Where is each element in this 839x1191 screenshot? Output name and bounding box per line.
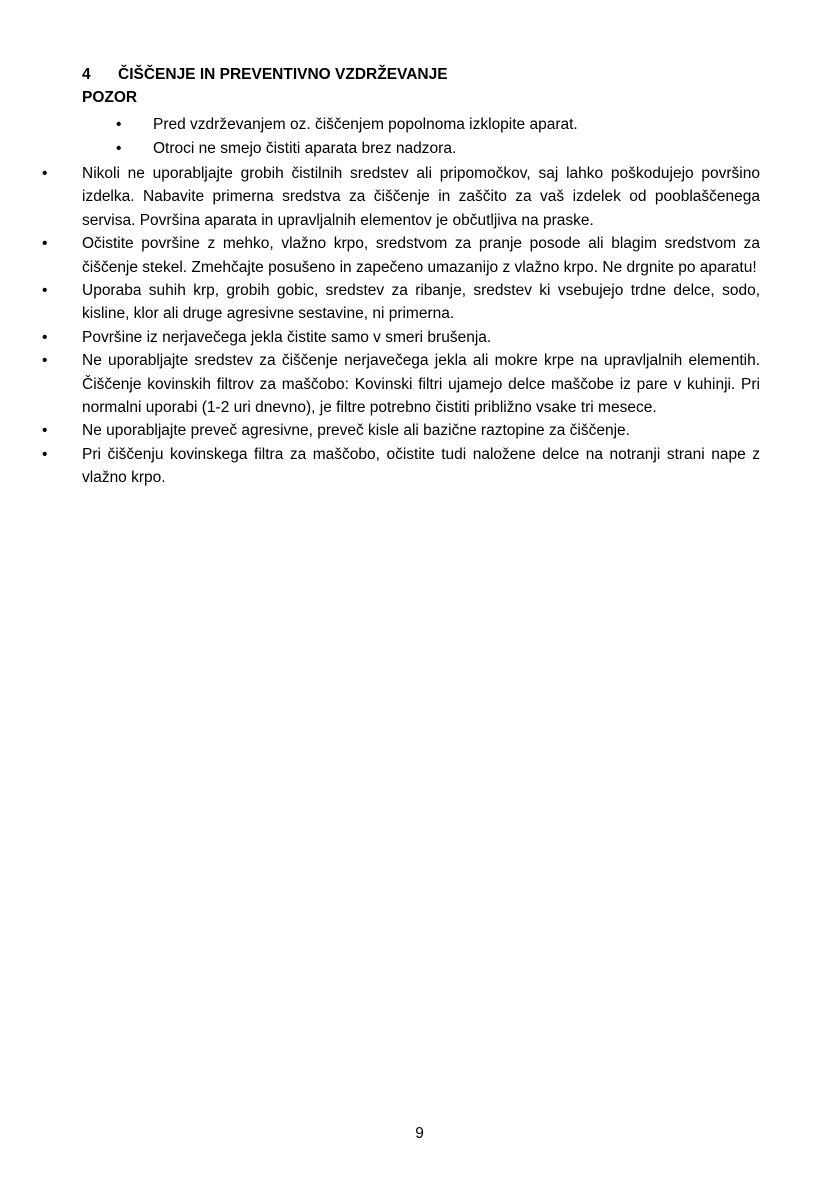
bullet-icon: • xyxy=(42,445,48,463)
list-item-text: Uporaba suhih krp, grobih gobic, sredstev za ribanje, sredstev ki vsebujejo trdne delce, sodo, kisline, klor ali druge agresivne sestavine, ni primerna. xyxy=(82,282,760,323)
list-item xyxy=(0,162,760,232)
bullet-icon: • xyxy=(116,139,122,157)
section-number: 4 xyxy=(82,66,91,83)
list-item-text: Ne uporabljajte preveč agresivne, preveč kisle ali bazične raztopine za čiščenje. xyxy=(82,422,630,440)
bullet-icon: • xyxy=(42,282,48,300)
bullet-icon: • xyxy=(42,328,48,346)
list-item-text: Površine iz nerjavečega jekla čistite samo v smeri brušenja. xyxy=(82,328,492,346)
page-number: 9 xyxy=(415,1125,424,1142)
cleaning-instructions-list xyxy=(0,162,839,490)
list-item-text: Pri čiščenju kovinskega filtra za maščobo, očistite tudi naložene delce na notranji strani nape z vlažno krpo. xyxy=(82,445,760,487)
warning-item-text: Otroci ne smejo čistiti aparata brez nadzora. xyxy=(153,139,457,157)
warning-item xyxy=(0,137,839,161)
list-item-text: Očistite površine z mehko, vlažno krpo, sredstvom za pranje posode ali blagim sredstvom za čiščenje stekel. Zmehčajte posušeno in zapečeno umazanijo z vlažno krpo. Ne drgnite po aparatu! xyxy=(82,235,760,276)
section-heading xyxy=(82,64,448,86)
list-item-text: Nikoli ne uporabljajte grobih čistilnih sredstev ali pripomočkov, saj lahko poškodujejo površino izdelka. Nabavite primerna sredstva za čiščenje in zaščito za vaš izdelek od pooblaščenega servisa. Površina aparata in upravljalnih elementov je občutljiva na praske. xyxy=(82,165,760,229)
section-title: ČIŠČENJE IN PREVENTIVNO VZDRŽEVANJE xyxy=(118,66,448,83)
list-item xyxy=(0,419,760,442)
bullet-icon: • xyxy=(42,422,48,440)
warning-label: POZOR xyxy=(82,89,138,106)
list-item-text: Ne uporabljajte sredstev za čiščenje nerjavečega jekla ali mokre krpe na upravljalnih elementih. Čiščenje kovinskih filtrov za maščobo: Kovinski filtri ujamejo delce maščobe iz pare v kuhinji. Pri normalni uporabi (1-2 uri dnevno), je filtre potrebno čistiti približno vsake tri mesece. xyxy=(82,352,760,417)
list-item xyxy=(0,326,760,349)
list-item xyxy=(0,279,760,326)
bullet-icon: • xyxy=(42,235,48,253)
bullet-icon: • xyxy=(42,352,48,370)
warning-item-text: Pred vzdrževanjem oz. čiščenjem popolnoma izklopite aparat. xyxy=(153,116,578,133)
list-item xyxy=(0,232,760,279)
warning-list xyxy=(0,113,839,160)
list-item xyxy=(0,349,760,419)
list-item xyxy=(0,443,760,490)
bullet-icon: • xyxy=(42,165,48,182)
bullet-icon: • xyxy=(116,116,122,133)
warning-item xyxy=(0,113,839,137)
